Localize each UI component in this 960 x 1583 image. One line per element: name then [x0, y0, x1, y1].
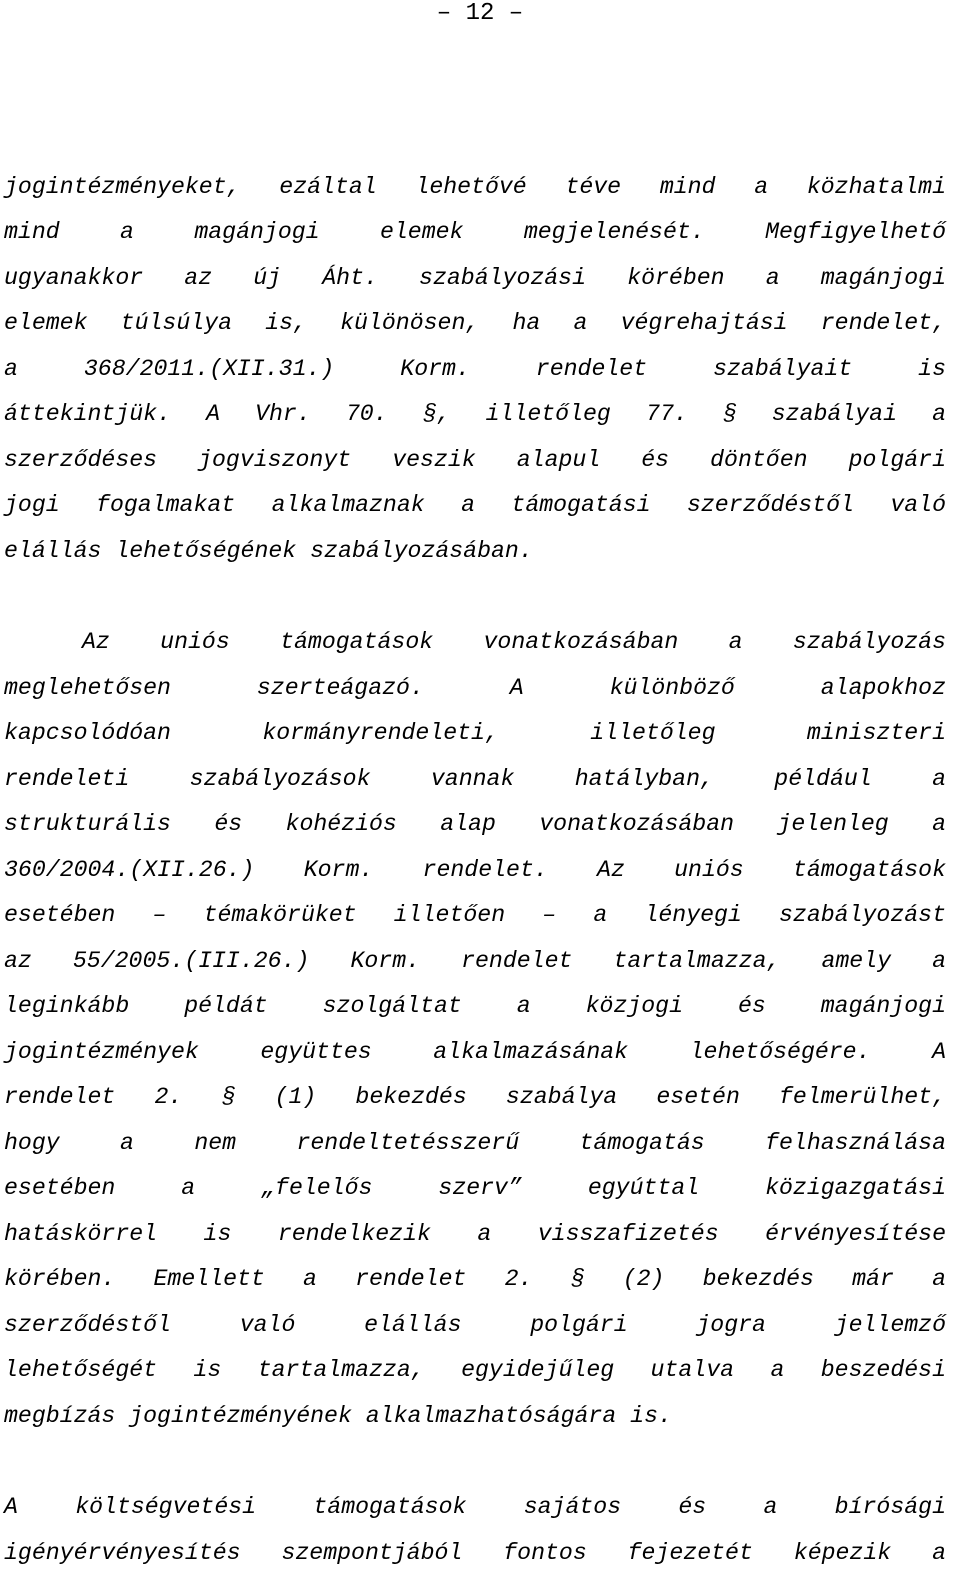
paragraph-2-line-1: Az uniós támogatások vonatkozásában a szabályozás [82, 629, 946, 655]
paragraph-2-line-14: hatáskörrel is rendelkezik a visszafizetés érvényesítése [4, 1221, 946, 1247]
paragraph-2-line-9: leginkább példát szolgáltat a közjogi és magánjogi [4, 993, 946, 1019]
paragraph-2-line-8: az 55/2005.(III.26.) Korm. rendelet tartalmazza, amely a [4, 948, 946, 974]
paragraph-3-line-2: igényérvényesítés szempontjából fontos fejezetét képezik a [4, 1540, 946, 1566]
paragraph-2-line-6: 360/2004.(XII.26.) Korm. rendelet. Az uniós támogatások [4, 857, 946, 883]
paragraph-1-line-4: elemek túlsúlya is, különösen, ha a végrehajtási rendelet, [4, 310, 946, 336]
paragraph-2-line-11: rendelet 2. § (1) bekezdés szabálya esetén felmerülhet, [4, 1084, 946, 1110]
paragraph-1-line-6: áttekintjük. A Vhr. 70. §, illetőleg 77. § szabályai a [4, 401, 946, 427]
paragraph-2-line-3: kapcsolódóan kormányrendeleti, illetőleg miniszteri [4, 720, 946, 746]
paragraph-2-line-16: szerződéstől való elállás polgári jogra jellemző [4, 1312, 946, 1338]
paragraph-2-line-18: megbízás jogintézményének alkalmazhatóságára is. [4, 1403, 672, 1429]
paragraph-1-line-9: elállás lehetőségének szabályozásában. [4, 538, 533, 564]
paragraph-2-line-12: hogy a nem rendeltetésszerű támogatás felhasználása [4, 1130, 946, 1156]
page-number: – 12 – [436, 0, 524, 27]
paragraph-2-line-4: rendeleti szabályozások vannak hatályban, például a [4, 766, 946, 792]
paragraph-1-line-5: a 368/2011.(XII.31.) Korm. rendelet szabályait is [4, 356, 946, 382]
paragraph-1-line-8: jogi fogalmakat alkalmaznak a támogatási szerződéstől való [4, 492, 946, 518]
paragraph-1-line-3: ugyanakkor az új Áht. szabályozási körében a magánjogi [4, 265, 946, 291]
paragraph-1-line-2: mind a magánjogi elemek megjelenését. Megfigyelhető [4, 219, 946, 245]
paragraph-1-line-7: szerződéses jogviszonyt veszik alapul és döntően polgári [4, 447, 946, 473]
paragraph-2-line-5: strukturális és kohéziós alap vonatkozásában jelenleg a [4, 811, 946, 837]
paragraph-1-line-1: jogintézményeket, ezáltal lehetővé téve mind a közhatalmi [4, 174, 946, 200]
paragraph-3-line-1: A költségvetési támogatások sajátos és a bírósági [4, 1494, 946, 1520]
paragraph-2-line-10: jogintézmények együttes alkalmazásának lehetőségére. A [4, 1039, 946, 1065]
paragraph-2-line-13: esetében a „felelős szerv” egyúttal közigazgatási [4, 1175, 946, 1201]
paragraph-2-line-7: esetében – témakörüket illetően – a lényegi szabályozást [4, 902, 946, 928]
paragraph-2-line-2: meglehetősen szerteágazó. A különböző alapokhoz [4, 675, 946, 701]
paragraph-2-line-15: körében. Emellett a rendelet 2. § (2) bekezdés már a [4, 1266, 946, 1292]
paragraph-2-line-17: lehetőségét is tartalmazza, egyidejűleg utalva a beszedési [4, 1357, 946, 1383]
